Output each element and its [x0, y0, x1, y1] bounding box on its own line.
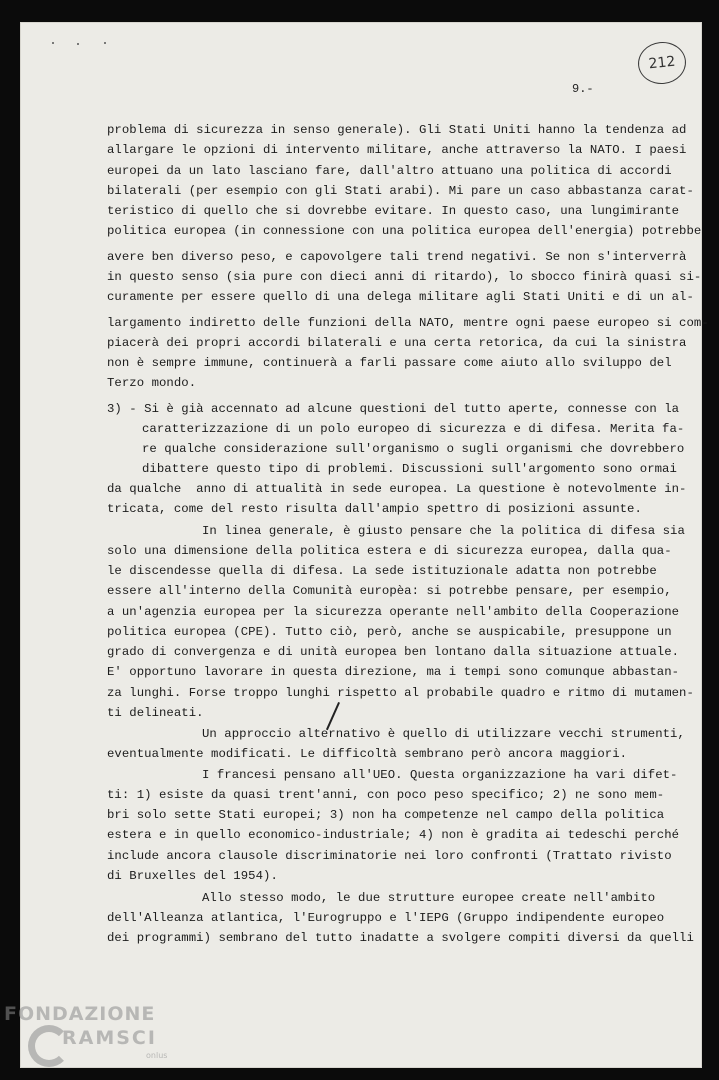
archive-number-stamp: 212	[636, 40, 688, 87]
watermark-line-1: FONDAZIONE	[4, 1003, 156, 1025]
text-line: Allo stesso modo, le due strutture europee create nell'ambito	[202, 891, 656, 905]
text-line: di Bruxelles del 1954).	[107, 869, 278, 883]
text-line: le discendesse quella di difesa. La sede istituzionale adatta non potrebbe	[107, 564, 657, 578]
text-line: largamento indiretto delle funzioni della NATO, mentre ogni paese europeo si com-	[107, 316, 709, 330]
text-line: a un'agenzia europea per la sicurezza operante nell'ambito della Cooperazione	[107, 605, 680, 619]
text-line: re qualche considerazione sull'organismo o sugli organismi che dovrebbero	[142, 442, 685, 456]
watermark-suffix: onlus	[146, 1051, 168, 1060]
text-line: piacerà dei propri accordi bilaterali e una certa retorica, da cui la sinistra	[107, 336, 687, 350]
text-line: allargare le opzioni di intervento militare, anche attraverso la NATO. I paesi	[107, 143, 687, 157]
text-line: Un approccio alternativo è quello di utilizzare vecchi strumenti,	[202, 727, 685, 741]
text-line: Terzo mondo.	[107, 376, 197, 390]
text-line: essere all'interno della Comunità europèa: si potrebbe pensare, per esempio,	[107, 584, 672, 598]
text-line: I francesi pensano all'UEO. Questa organizzazione ha vari difet-	[202, 768, 678, 782]
text-line: In linea generale, è giusto pensare che la politica di difesa sia	[202, 524, 685, 538]
text-line: politica europea (in connessione con una politica europea dell'energia) potrebbe	[107, 224, 702, 238]
text-line: europei da un lato lasciano fare, dall'altro attuano una politica di accordi	[107, 164, 672, 178]
document-page	[20, 22, 709, 1068]
text-line: ti delineati.	[107, 706, 204, 720]
text-line: politica europea (CPE). Tutto ciò, però, anche se auspicabile, presuppone un	[107, 625, 672, 639]
text-line: problema di sicurezza in senso generale). Gli Stati Uniti hanno la tendenza ad	[107, 123, 687, 137]
text-line: teristico di quello che si dovrebbe evitare. In questo caso, una lungimirante	[107, 204, 680, 218]
text-line: bilaterali (per esempio con gli Stati arabi). Mi pare un caso abbastanza carat-	[107, 184, 694, 198]
body-text	[20, 22, 709, 1068]
text-line: grado di convergenza e di unità europea ben lontano dalla situazione attuale.	[107, 645, 680, 659]
text-line: dibattere questo tipo di problemi. Discussioni sull'argomento sono ormai	[142, 462, 677, 476]
text-line: eventualmente modificati. Le difficoltà sembrano però ancora maggiori.	[107, 747, 628, 761]
text-line: 3) - Si è già accennato ad alcune questioni del tutto aperte, connesse con la	[107, 402, 680, 416]
text-line: estera e in quello economico-industriale; 4) non è gradita ai tedeschi perché	[107, 828, 680, 842]
text-line: dei programmi) sembrano del tutto inadatte a svolgere compiti diversi da quelli	[107, 931, 694, 945]
text-line: avere ben diverso peso, e capovolgere tali trend negativi. Se non s'interverrà	[107, 250, 687, 264]
page-number: 9.-	[572, 82, 594, 96]
text-line: caratterizzazione di un polo europeo di sicurezza e di difesa. Merita fa-	[142, 422, 685, 436]
text-line: non è sempre immune, continuerà a farli passare come aiuto allo sviluppo del	[107, 356, 672, 370]
text-line: tricata, come del resto risulta dall'ampio spettro di posizioni assunte.	[107, 502, 642, 516]
watermark-line-2: RAMSCI	[62, 1027, 157, 1049]
text-line: za lunghi. Forse troppo lunghi rispetto al probabile quadro e ritmo di mutamen-	[107, 686, 694, 700]
text-line: E' opportuno lavorare in questa direzione, ma i tempi sono comunque abbastan-	[107, 665, 680, 679]
text-line: solo una dimensione della politica estera e di sicurezza europea, dalla qua-	[107, 544, 672, 558]
text-line: curamente per essere quello di una delega militare agli Stati Uniti e di un al-	[107, 290, 694, 304]
text-line: include ancora clausole discriminatorie nei loro confronti (Trattato rivisto	[107, 849, 672, 863]
text-line: in questo senso (sia pure con dieci anni di ritardo), lo sbocco finirà quasi si-	[107, 270, 702, 284]
text-line: dell'Alleanza atlantica, l'Eurogruppo e l'IEPG (Gruppo indipendente europeo	[107, 911, 665, 925]
text-line: da qualche anno di attualità in sede europea. La questione è notevolmente in-	[107, 482, 687, 496]
text-line: ti: 1) esiste da quasi trent'anni, con poco peso specifico; 2) ne sono mem-	[107, 788, 665, 802]
text-line: bri solo sette Stati europei; 3) non ha competenze nel campo della politica	[107, 808, 665, 822]
